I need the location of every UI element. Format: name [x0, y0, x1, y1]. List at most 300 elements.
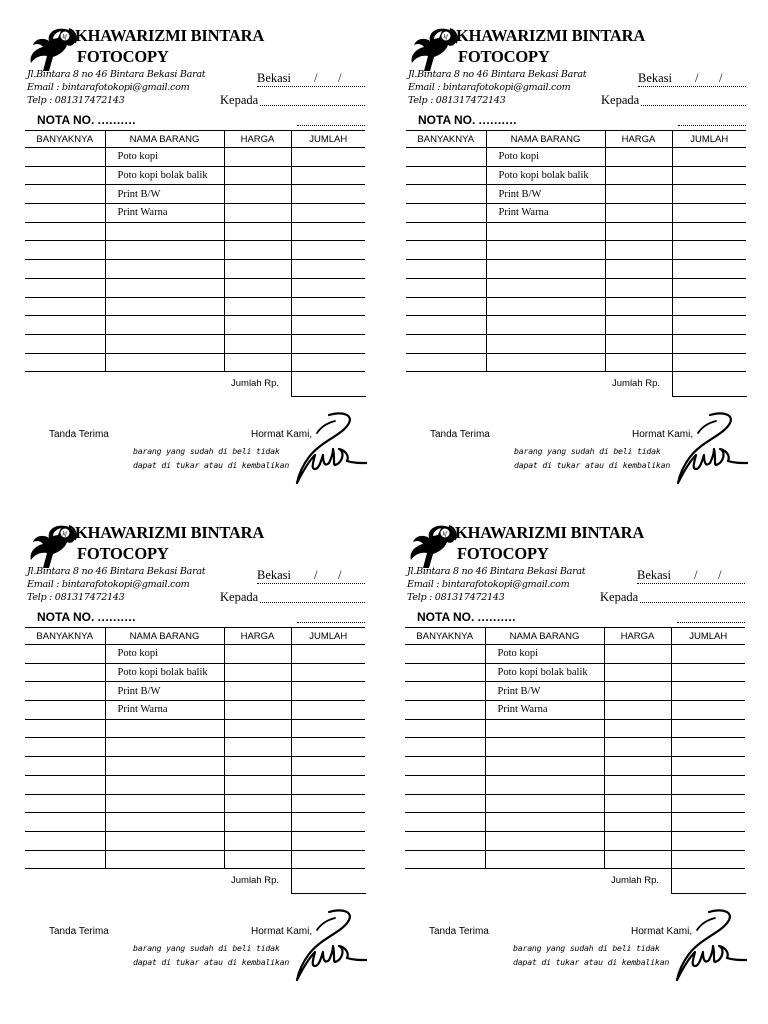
price-cell[interactable] [605, 278, 672, 297]
recipient-label: Kepada [220, 590, 259, 604]
date-separator: / [719, 71, 723, 85]
amount-cell[interactable] [291, 241, 365, 260]
table-row [25, 297, 365, 316]
quantity-cell[interactable] [405, 738, 485, 757]
price-cell[interactable] [604, 682, 671, 701]
price-cell[interactable] [605, 241, 672, 260]
table-row [25, 260, 365, 279]
nota-number [417, 610, 516, 624]
table-row [25, 166, 365, 185]
recipient-label: Kepada [601, 93, 640, 107]
table-row [405, 775, 745, 794]
price-cell[interactable] [224, 222, 291, 241]
item-name-cell[interactable]: Poto kopi [486, 148, 605, 167]
amount-cell[interactable] [671, 850, 745, 869]
amount-cell[interactable] [291, 353, 365, 372]
table-row [405, 701, 745, 720]
price-cell[interactable] [224, 682, 291, 701]
items-body [406, 148, 746, 372]
column-header-amount: JUMLAH [291, 628, 365, 645]
price-cell[interactable] [604, 757, 671, 776]
quantity-cell[interactable] [25, 701, 105, 720]
svg-text:kf: kf [62, 531, 67, 538]
received-label: Tanda Terima [49, 429, 109, 440]
logo-icon [405, 522, 461, 570]
table-row [25, 850, 365, 869]
company-name [75, 25, 264, 67]
column-header-quantity: BANYAKNYA [405, 628, 485, 645]
recipient-field[interactable] [260, 105, 365, 106]
amount-cell[interactable] [291, 334, 365, 353]
amount-cell[interactable] [672, 316, 746, 335]
price-cell[interactable] [224, 794, 291, 813]
recipient-field[interactable] [640, 602, 745, 603]
item-name-cell[interactable] [485, 757, 604, 776]
item-name-cell[interactable] [105, 297, 224, 316]
recipient-field[interactable] [641, 105, 746, 106]
price-cell[interactable] [224, 738, 291, 757]
quantity-cell[interactable] [406, 297, 486, 316]
item-name-cell[interactable]: Poto kopi [105, 645, 224, 664]
table-row [25, 645, 365, 664]
amount-cell[interactable] [291, 850, 365, 869]
regards-label: Hormat Kami, [632, 429, 694, 440]
price-cell[interactable] [224, 775, 291, 794]
price-cell[interactable] [604, 794, 671, 813]
quantity-cell[interactable] [25, 334, 105, 353]
total-field[interactable] [291, 371, 366, 397]
company-name [455, 522, 644, 564]
price-cell[interactable] [605, 204, 672, 223]
table-row [406, 204, 746, 223]
quantity-cell[interactable] [405, 850, 485, 869]
item-name-cell[interactable]: Poto kopi bolak balik [105, 663, 224, 682]
item-name-cell[interactable] [486, 260, 605, 279]
policy-note-line2: dapat di tukar atau di kembalikan [514, 460, 671, 470]
quantity-cell[interactable] [405, 719, 485, 738]
price-cell[interactable] [224, 663, 291, 682]
amount-cell[interactable] [672, 222, 746, 241]
price-cell[interactable] [604, 719, 671, 738]
signature-icon [287, 906, 367, 992]
quantity-cell[interactable] [25, 663, 105, 682]
table-row [25, 148, 365, 167]
price-cell[interactable] [605, 148, 672, 167]
nota-value[interactable]: .......... [97, 113, 137, 127]
amount-cell[interactable] [291, 738, 365, 757]
price-cell[interactable] [224, 166, 291, 185]
city-label: Bekasi [257, 71, 292, 85]
table-row [25, 775, 365, 794]
quantity-cell[interactable] [25, 757, 105, 776]
total-field[interactable] [672, 371, 747, 397]
item-name-cell[interactable] [105, 831, 224, 850]
price-cell[interactable] [224, 831, 291, 850]
item-name-cell[interactable] [105, 850, 224, 869]
amount-cell[interactable] [671, 813, 745, 832]
quantity-cell[interactable] [25, 719, 105, 738]
city-label: Bekasi [638, 71, 673, 85]
quantity-cell[interactable] [405, 701, 485, 720]
amount-cell[interactable] [671, 831, 745, 850]
quantity-cell[interactable] [406, 260, 486, 279]
amount-cell[interactable] [291, 148, 365, 167]
item-name-cell[interactable]: Poto kopi [105, 148, 224, 167]
amount-cell[interactable] [672, 278, 746, 297]
nota-value[interactable]: .......... [97, 610, 137, 624]
amount-cell[interactable] [291, 297, 365, 316]
amount-cell[interactable] [291, 831, 365, 850]
quantity-cell[interactable] [25, 813, 105, 832]
date-separator: / [338, 71, 342, 85]
amount-cell[interactable] [672, 185, 746, 204]
quantity-cell[interactable] [405, 645, 485, 664]
item-name-cell[interactable] [105, 794, 224, 813]
quantity-cell[interactable] [25, 353, 105, 372]
receipt-form [25, 522, 370, 1012]
table-row [25, 316, 365, 335]
item-name-cell[interactable] [485, 850, 604, 869]
table-row [406, 260, 746, 279]
item-name-cell[interactable]: Print B/W [485, 682, 604, 701]
nota-label: NOTA NO. [37, 610, 95, 624]
amount-cell[interactable] [291, 794, 365, 813]
price-cell[interactable] [224, 204, 291, 223]
item-name-cell[interactable] [105, 775, 224, 794]
amount-cell[interactable] [291, 166, 365, 185]
price-cell[interactable] [224, 334, 291, 353]
item-name-cell[interactable] [486, 278, 605, 297]
price-cell[interactable] [224, 719, 291, 738]
quantity-cell[interactable] [406, 241, 486, 260]
price-cell[interactable] [605, 260, 672, 279]
policy-note-line2: dapat di tukar atau di kembalikan [133, 957, 290, 967]
column-header-amount: JUMLAH [672, 131, 746, 148]
amount-cell[interactable] [672, 166, 746, 185]
item-name-cell[interactable] [105, 738, 224, 757]
price-cell[interactable] [605, 334, 672, 353]
amount-cell[interactable] [671, 719, 745, 738]
price-cell[interactable] [605, 185, 672, 204]
item-name-cell[interactable]: Print B/W [486, 185, 605, 204]
nota-value[interactable]: .......... [478, 113, 518, 127]
price-cell[interactable] [224, 813, 291, 832]
item-name-cell[interactable] [486, 353, 605, 372]
quantity-cell[interactable] [406, 334, 486, 353]
quantity-cell[interactable] [405, 682, 485, 701]
date-field[interactable] [637, 583, 745, 584]
table-row [406, 278, 746, 297]
amount-cell[interactable] [291, 663, 365, 682]
item-name-cell[interactable] [486, 222, 605, 241]
amount-cell[interactable] [291, 260, 365, 279]
nota-label: NOTA NO. [417, 610, 475, 624]
price-cell[interactable] [224, 278, 291, 297]
table-row [405, 682, 745, 701]
items-table [406, 130, 746, 372]
received-label: Tanda Terima [429, 926, 489, 937]
amount-cell[interactable] [671, 701, 745, 720]
table-row [25, 719, 365, 738]
company-name-line1: KHAWARIZMI BINTARA [75, 26, 265, 45]
amount-cell[interactable] [671, 757, 745, 776]
amount-cell[interactable] [291, 701, 365, 720]
item-name-cell[interactable] [105, 241, 224, 260]
column-header-price: HARGA [224, 131, 291, 148]
total-field[interactable] [291, 868, 366, 894]
amount-cell[interactable] [291, 775, 365, 794]
quantity-cell[interactable] [25, 775, 105, 794]
quantity-cell[interactable] [25, 222, 105, 241]
quantity-cell[interactable] [406, 204, 486, 223]
amount-cell[interactable] [291, 682, 365, 701]
quantity-cell[interactable] [405, 813, 485, 832]
item-name-cell[interactable] [105, 316, 224, 335]
table-row [406, 166, 746, 185]
item-name-cell[interactable] [105, 260, 224, 279]
recipient-field[interactable] [260, 602, 365, 603]
item-name-cell[interactable]: Print Warna [105, 701, 224, 720]
price-cell[interactable] [224, 353, 291, 372]
amount-cell[interactable] [672, 204, 746, 223]
table-header-row [25, 628, 365, 645]
table-row [405, 719, 745, 738]
price-cell[interactable] [224, 757, 291, 776]
quantity-cell[interactable] [406, 222, 486, 241]
amount-cell[interactable] [291, 222, 365, 241]
table-row [406, 185, 746, 204]
policy-note-line1: barang yang sudah di beli tidak [513, 943, 660, 953]
item-name-cell[interactable]: Print B/W [105, 185, 224, 204]
item-name-cell[interactable] [485, 775, 604, 794]
price-cell[interactable] [224, 185, 291, 204]
amount-cell[interactable] [291, 719, 365, 738]
quantity-cell[interactable] [25, 204, 105, 223]
item-name-cell[interactable] [105, 813, 224, 832]
total-field[interactable] [671, 868, 746, 894]
item-name-cell[interactable]: Print B/W [105, 682, 224, 701]
quantity-cell[interactable] [25, 166, 105, 185]
table-row [25, 663, 365, 682]
nota-number [37, 610, 136, 624]
amount-cell[interactable] [671, 738, 745, 757]
quantity-cell[interactable] [405, 663, 485, 682]
receipt-form [25, 25, 370, 515]
item-name-cell[interactable] [105, 757, 224, 776]
price-cell[interactable] [604, 775, 671, 794]
company-address: Jl.Bintara 8 no 46 Bintara Bekasi Barat [27, 566, 206, 577]
price-cell[interactable] [605, 316, 672, 335]
quantity-cell[interactable] [25, 645, 105, 664]
quantity-cell[interactable] [25, 682, 105, 701]
quantity-cell[interactable] [25, 297, 105, 316]
policy-note-line2: dapat di tukar atau di kembalikan [133, 460, 290, 470]
amount-cell[interactable] [291, 185, 365, 204]
company-phone: Telp : 081317472143 [27, 592, 125, 603]
price-cell[interactable] [605, 222, 672, 241]
price-cell[interactable] [224, 297, 291, 316]
item-name-cell[interactable] [486, 297, 605, 316]
item-name-cell[interactable] [485, 794, 604, 813]
table-row [25, 682, 365, 701]
amount-cell[interactable] [671, 645, 745, 664]
amount-cell[interactable] [671, 663, 745, 682]
quantity-cell[interactable] [406, 148, 486, 167]
quantity-cell[interactable] [25, 738, 105, 757]
item-name-cell[interactable]: Poto kopi bolak balik [486, 166, 605, 185]
date-field[interactable] [257, 583, 365, 584]
amount-cell[interactable] [291, 278, 365, 297]
date-field[interactable] [638, 86, 746, 87]
regards-label: Hormat Kami, [251, 429, 313, 440]
regards-label: Hormat Kami, [631, 926, 693, 937]
quantity-cell[interactable] [406, 316, 486, 335]
item-name-cell[interactable] [486, 316, 605, 335]
table-row [405, 813, 745, 832]
quantity-cell[interactable] [405, 775, 485, 794]
company-name-line2: FOTOCOPY [77, 544, 169, 563]
price-cell[interactable] [604, 663, 671, 682]
quantity-cell[interactable] [405, 831, 485, 850]
price-cell[interactable] [224, 850, 291, 869]
item-name-cell[interactable] [485, 813, 604, 832]
company-name-line2: FOTOCOPY [458, 47, 550, 66]
quantity-cell[interactable] [25, 260, 105, 279]
amount-cell[interactable] [671, 775, 745, 794]
amount-cell[interactable] [671, 682, 745, 701]
company-name-line1: KHAWARIZMI BINTARA [456, 26, 646, 45]
policy-note-line2: dapat di tukar atau di kembalikan [513, 957, 670, 967]
table-header-row [25, 131, 365, 148]
item-name-cell[interactable] [486, 241, 605, 260]
price-cell[interactable] [605, 297, 672, 316]
price-cell[interactable] [604, 831, 671, 850]
quantity-cell[interactable] [25, 241, 105, 260]
item-name-cell[interactable] [105, 222, 224, 241]
price-cell[interactable] [604, 813, 671, 832]
svg-text:kf: kf [443, 34, 448, 41]
item-name-cell[interactable]: Poto kopi bolak balik [485, 663, 604, 682]
amount-cell[interactable] [291, 645, 365, 664]
regards-label: Hormat Kami, [251, 926, 313, 937]
nota-extra-field[interactable] [297, 125, 365, 126]
amount-cell[interactable] [672, 148, 746, 167]
items-table [25, 627, 365, 869]
price-cell[interactable] [604, 738, 671, 757]
table-row [25, 353, 365, 372]
table-row [405, 831, 745, 850]
table-row [25, 204, 365, 223]
quantity-cell[interactable] [406, 185, 486, 204]
nota-value[interactable]: .......... [477, 610, 517, 624]
amount-cell[interactable] [672, 353, 746, 372]
quantity-cell[interactable] [406, 278, 486, 297]
quantity-cell[interactable] [25, 148, 105, 167]
amount-cell[interactable] [671, 794, 745, 813]
price-cell[interactable] [224, 645, 291, 664]
item-name-cell[interactable] [485, 831, 604, 850]
amount-cell[interactable] [291, 757, 365, 776]
item-name-cell[interactable]: Print Warna [485, 701, 604, 720]
item-name-cell[interactable]: Poto kopi [485, 645, 604, 664]
table-row [25, 738, 365, 757]
quantity-cell[interactable] [25, 278, 105, 297]
quantity-cell[interactable] [406, 353, 486, 372]
company-phone: Telp : 081317472143 [407, 592, 505, 603]
quantity-cell[interactable] [406, 166, 486, 185]
amount-cell[interactable] [672, 297, 746, 316]
recipient-label: Kepada [600, 590, 639, 604]
logo-icon [406, 25, 462, 73]
amount-cell[interactable] [291, 813, 365, 832]
table-row [406, 241, 746, 260]
nota-extra-field[interactable] [297, 622, 365, 623]
item-name-cell[interactable] [105, 719, 224, 738]
table-row [405, 738, 745, 757]
nota-extra-field[interactable] [677, 622, 745, 623]
price-cell[interactable] [605, 166, 672, 185]
item-name-cell[interactable] [485, 719, 604, 738]
quantity-cell[interactable] [405, 794, 485, 813]
quantity-cell[interactable] [25, 850, 105, 869]
table-header-row [406, 131, 746, 148]
quantity-cell[interactable] [25, 831, 105, 850]
item-name-cell[interactable]: Print Warna [486, 204, 605, 223]
item-name-cell[interactable] [105, 334, 224, 353]
price-cell[interactable] [224, 260, 291, 279]
nota-extra-field[interactable] [678, 125, 746, 126]
amount-cell[interactable] [291, 204, 365, 223]
items-table [25, 130, 365, 372]
quantity-cell[interactable] [25, 316, 105, 335]
nota-label: NOTA NO. [418, 113, 476, 127]
column-header-amount: JUMLAH [671, 628, 745, 645]
column-header-price: HARGA [604, 628, 671, 645]
company-email: Email : bintarafotokopi@gmail.com [408, 82, 571, 93]
amount-cell[interactable] [672, 334, 746, 353]
items-body [25, 645, 365, 869]
company-email: Email : bintarafotokopi@gmail.com [27, 82, 190, 93]
item-name-cell[interactable]: Poto kopi bolak balik [105, 166, 224, 185]
price-cell[interactable] [605, 353, 672, 372]
amount-cell[interactable] [672, 241, 746, 260]
city-label: Bekasi [257, 568, 292, 582]
received-label: Tanda Terima [430, 429, 490, 440]
items-body [25, 148, 365, 372]
price-cell[interactable] [224, 241, 291, 260]
price-cell[interactable] [604, 701, 671, 720]
company-phone: Telp : 081317472143 [27, 95, 125, 106]
item-name-cell[interactable]: Print Warna [105, 204, 224, 223]
price-cell[interactable] [604, 645, 671, 664]
item-name-cell[interactable] [485, 738, 604, 757]
amount-cell[interactable] [291, 316, 365, 335]
price-cell[interactable] [604, 850, 671, 869]
item-name-cell[interactable] [486, 334, 605, 353]
items-table [405, 627, 745, 869]
company-name-line2: FOTOCOPY [457, 544, 549, 563]
price-cell[interactable] [224, 148, 291, 167]
date-field[interactable] [257, 86, 365, 87]
price-cell[interactable] [224, 316, 291, 335]
item-name-cell[interactable] [105, 278, 224, 297]
quantity-cell[interactable] [25, 794, 105, 813]
amount-cell[interactable] [672, 260, 746, 279]
quantity-cell[interactable] [405, 757, 485, 776]
item-name-cell[interactable] [105, 353, 224, 372]
price-cell[interactable] [224, 701, 291, 720]
quantity-cell[interactable] [25, 185, 105, 204]
